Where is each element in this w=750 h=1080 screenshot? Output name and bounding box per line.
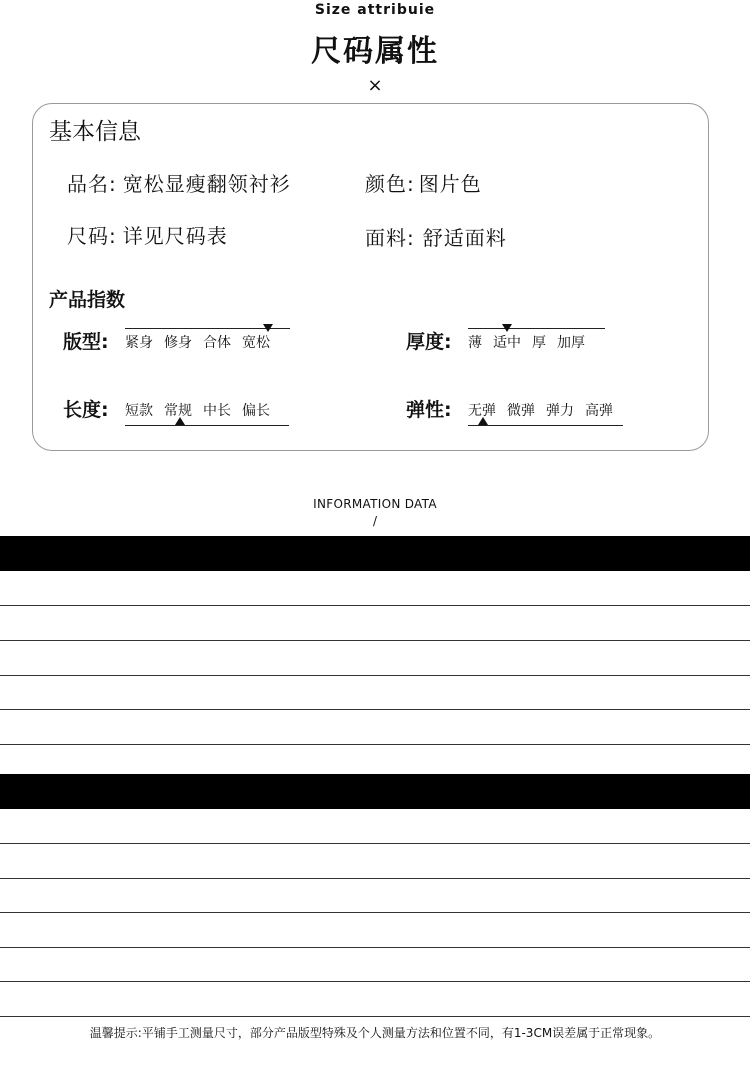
product-index-title: 产品指数	[49, 289, 126, 311]
length-option-short: 短款	[125, 403, 153, 419]
thickness-label: 厚度:	[406, 331, 452, 353]
length-scale-line	[125, 425, 289, 426]
size-row	[67, 222, 228, 250]
fit-label: 版型:	[63, 331, 109, 353]
product-name-label: 品名:	[67, 172, 117, 196]
close-icon[interactable]: ×	[367, 75, 383, 96]
table-header-bar	[0, 774, 750, 809]
elasticity-option-high: 高弹	[585, 403, 613, 419]
thickness-scale	[468, 333, 605, 353]
elasticity-label: 弹性:	[406, 399, 452, 421]
table-row-divider	[0, 912, 750, 913]
info-data-divider: /	[372, 514, 378, 528]
header-subtitle-en: Size attribuie	[314, 2, 436, 18]
basic-info-title: 基本信息	[49, 119, 141, 145]
fabric-row	[365, 224, 507, 252]
table-row-divider	[0, 878, 750, 879]
table-row-divider	[0, 1016, 750, 1017]
fabric-value: 舒适面料	[422, 226, 507, 250]
table-row-divider	[0, 981, 750, 982]
fit-option-tight: 紧身	[125, 335, 153, 351]
thickness-option-thin: 薄	[468, 335, 482, 351]
color-row	[365, 170, 482, 198]
table-row-divider	[0, 640, 750, 641]
product-name-value: 宽松显瘦翻领衬衫	[122, 172, 291, 196]
fit-selected-marker	[263, 324, 273, 332]
elasticity-scale	[468, 401, 623, 421]
elasticity-option-slight: 微弹	[507, 403, 535, 419]
length-label: 长度:	[63, 399, 109, 421]
elasticity-option-stretch: 弹力	[546, 403, 574, 419]
thickness-option-thick: 厚	[532, 335, 546, 351]
elasticity-option-none: 无弹	[468, 403, 496, 419]
elasticity-scale-line	[468, 425, 623, 426]
length-option-mid: 中长	[203, 403, 231, 419]
thickness-option-extra-thick: 加厚	[557, 335, 585, 351]
info-data-title: INFORMATION DATA	[313, 497, 437, 511]
table-row-divider	[0, 709, 750, 710]
table-row-divider	[0, 843, 750, 844]
color-value: 图片色	[418, 172, 482, 196]
fit-option-loose: 宽松	[242, 335, 270, 351]
fabric-label: 面料:	[365, 226, 415, 250]
thickness-option-medium: 适中	[493, 335, 521, 351]
product-name-row	[67, 170, 291, 198]
length-scale	[125, 401, 289, 421]
table-header-bar	[0, 536, 750, 571]
table-row-divider	[0, 605, 750, 606]
size-label: 尺码:	[67, 224, 117, 248]
table-row-divider	[0, 744, 750, 745]
thickness-selected-marker	[502, 324, 512, 332]
size-value: 详见尺码表	[122, 224, 228, 248]
measurement-note: 温馨提示:平铺手工测量尺寸，部分产品版型特殊及个人测量方法和位置不同，有1-3CM误差属于正常现象。	[89, 1026, 661, 1040]
fit-option-slim: 修身	[164, 335, 192, 351]
color-label: 颜色:	[365, 172, 415, 196]
page-title: 尺码属性	[311, 34, 439, 69]
table-row-divider	[0, 947, 750, 948]
length-option-long: 偏长	[242, 403, 270, 419]
fit-scale	[125, 333, 290, 353]
thickness-scale-line	[468, 328, 605, 329]
basic-info-card	[32, 103, 709, 451]
fit-option-regular: 合体	[203, 335, 231, 351]
table-row-divider	[0, 675, 750, 676]
length-option-regular: 常规	[164, 403, 192, 419]
